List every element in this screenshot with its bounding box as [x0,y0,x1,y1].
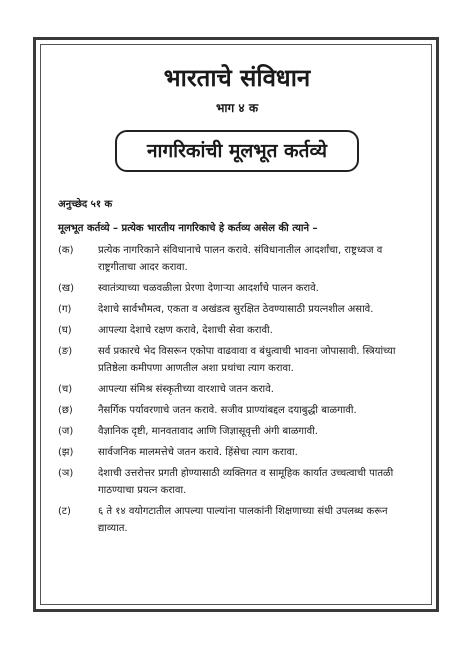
duty-text: ६ ते १४ वयोगटातील आपल्या पाल्यांना पालकांनी शिक्षणाच्या संधी उपलब्ध करून द्याव्यात. [98,506,388,534]
duty-label: (ग) [58,304,72,315]
duty-text: आपल्या संमिश्र संस्कृतीच्या वारशाचे जतन करावे. [98,384,274,395]
duty-label: (ञ) [58,468,74,479]
duty-text: देशाचे सार्वभौमत्व, एकता व अखंडत्व सुरक्षित ठेवण्यासाठी प्रयत्नशील असावे. [98,304,374,315]
section-heading: नागरिकांची मूलभूत कर्तव्ये [115,130,359,172]
duty-label: (ख) [58,283,74,294]
part-label: भाग ४ क [215,101,259,115]
duty-item [58,503,416,537]
duty-item [58,423,416,440]
intro-text: मूलभूत कर्तव्ये – प्रत्येक भारतीय नागरिकाचे हे कर्तव्य असेल की त्याने – [58,223,318,234]
duty-item [58,381,416,398]
duty-text: सार्वजनिक मालमत्तेचे जतन करावे. हिंसेचा त्याग करावा. [98,447,298,458]
duty-item [58,402,416,419]
duty-text: प्रत्येक नागरिकाने संविधानाचे पालन करावे. संविधानातील आदर्शांचा, राष्ट्रध्वज व राष्ट्रगीताचा आदर करावा. [98,245,383,273]
duty-text: वैज्ञानिक दृष्टी, मानवतावाद आणि जिज्ञासूवृत्ती अंगी बाळगावी. [98,426,318,437]
duty-label: (ज) [58,426,74,437]
duty-label: (च) [58,384,73,395]
duty-item [58,301,416,318]
duty-item [58,444,416,461]
duty-text: स्वातंत्र्याच्या चळवळीला प्रेरणा देणाऱ्या आदर्शांचे पालन करावे. [98,283,319,294]
article-number: अनुच्छेद ५१ क [58,199,113,210]
duty-item [58,242,416,276]
duty-label: (क) [58,245,74,256]
duty-text: नैसर्गिक पर्यावरणाचे जतन करावे. सजीव प्राण्यांबद्दल दयाबुद्धी बाळगावी. [98,405,357,416]
duty-text: देशाची उत्तरोत्तर प्रगती होण्यासाठी व्यक्तिगत व सामूहिक कार्यात उच्चत्वाची पातळी गाठण्याचा प्रयत्न करावा. [98,468,394,496]
duty-text: सर्व प्रकारचे भेद विसरून एकोपा वाढवावा व बंधुत्वाची भावना जोपासावी. स्त्रियांच्या प्रतिष्ठेला कमीपणा आणतील अशा प्रथांचा त्याग करावा. [98,346,396,374]
duty-label: (छ) [58,405,73,416]
page-title: भारताचे संविधान [163,64,311,92]
duty-label: (ङ) [58,346,73,357]
duty-label: (ट) [58,506,71,517]
duty-text: आपल्या देशाचे रक्षण करावे, देशाची सेवा करावी. [98,325,273,336]
duty-item [58,465,416,499]
duty-label: (झ) [58,447,74,458]
duty-label: (घ) [58,325,72,336]
duty-list [58,242,416,537]
page-content [58,62,416,541]
duty-item [58,322,416,339]
duty-item [58,343,416,377]
duty-item [58,280,416,297]
